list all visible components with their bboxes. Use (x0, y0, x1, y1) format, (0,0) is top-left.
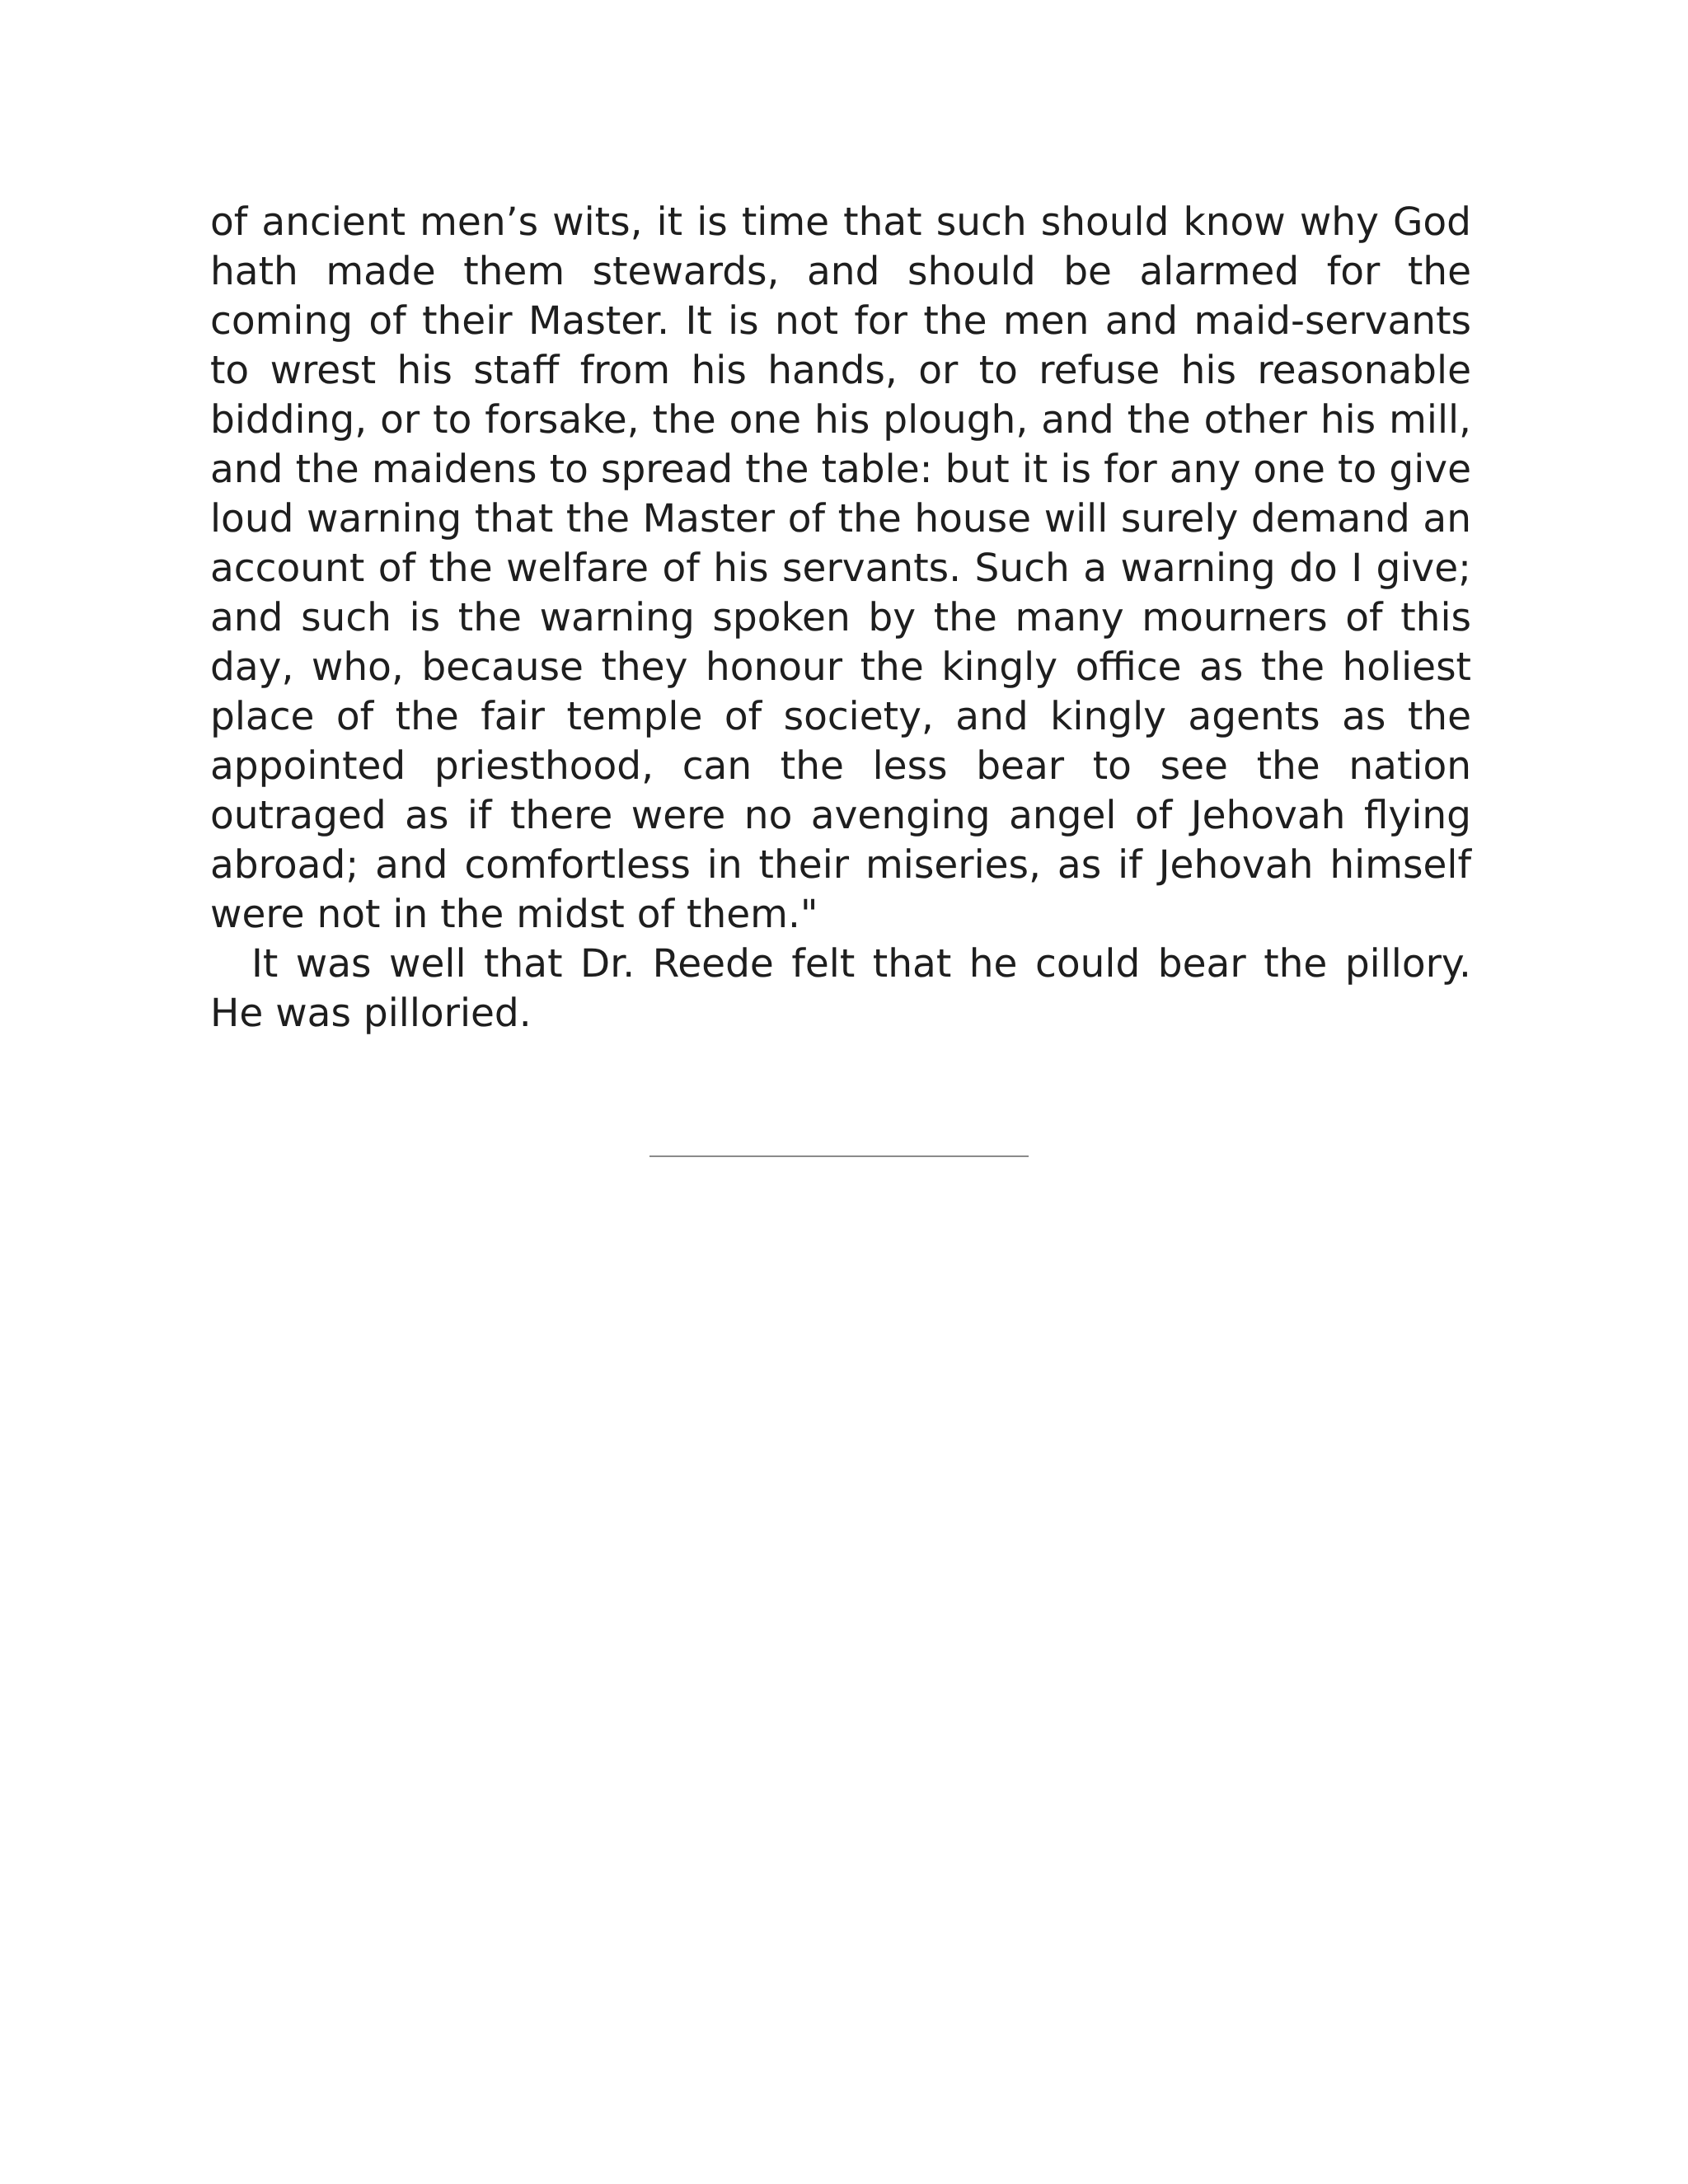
paragraph-sermon-quote: of ancient men’s wits, it is time that such should know why God hath made them stewards, and should be alarmed for the coming of their Master. It is not for the men and maid-servants to wrest his staff from his hands, or to refuse his reasonable bidding, or to forsake, the one his plough, and the other his mill, and the maidens to spread the table: but it is for any one to give loud warning that the Master of the house will surely demand an account of the welfare of his servants. Such a warning do I give; and such is the warning spoken by the many mourners of this day, who, because they honour the kingly office as the holiest place of the fair temple of society, and kingly agents as the appointed priesthood, can the less bear to see the nation outraged as if there were no avenging angel of Jehovah flying abroad; and comfortless in their miseries, as if Jehovah himself were not in the midst of them." (210, 199, 1471, 937)
paragraph-pillory: It was well that Dr. Reede felt that he could bear the pillory. He was pilloried. (210, 941, 1471, 1036)
section-divider (649, 1155, 1029, 1157)
body-text (210, 198, 1471, 1038)
